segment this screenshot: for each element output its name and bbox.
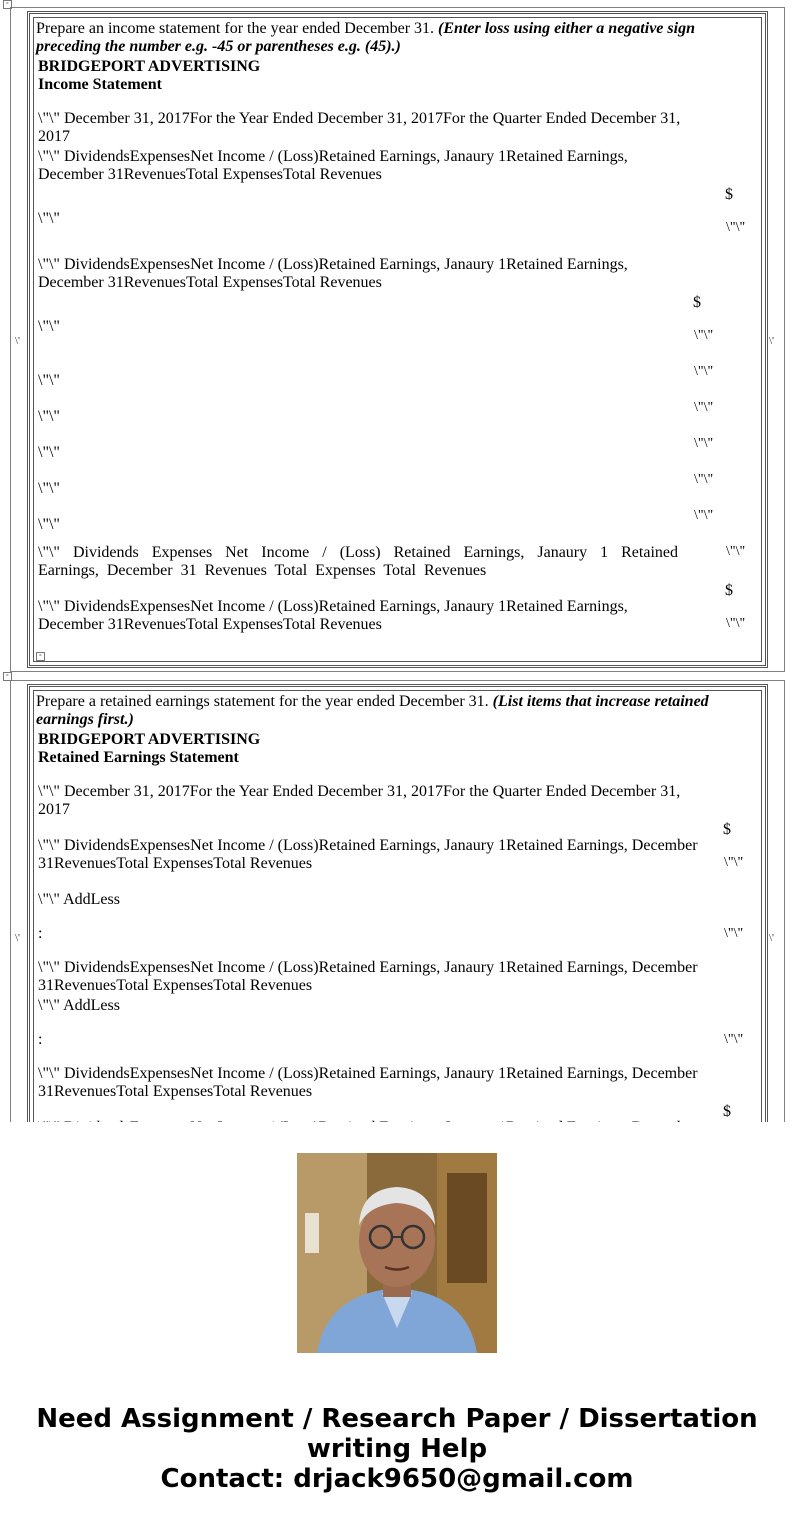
amount-input[interactable]: \"\" xyxy=(724,855,744,870)
amount-input[interactable]: \"\" xyxy=(694,472,714,487)
account-select[interactable]: \"\" xyxy=(38,372,60,389)
amount-input[interactable]: \"\" xyxy=(724,926,744,941)
company-name: BRIDGEPORT ADVERTISING xyxy=(38,731,261,748)
account-select[interactable]: \"\" xyxy=(38,408,60,425)
add-less-select[interactable] xyxy=(38,997,120,1015)
currency-symbol: $ xyxy=(723,821,731,838)
cta-line-2: writing Help xyxy=(306,1434,488,1464)
amount-input[interactable]: \"\" xyxy=(726,220,746,235)
currency-symbol: $ xyxy=(693,294,701,311)
side-mark: \' xyxy=(15,932,21,944)
colon-label: : xyxy=(38,925,43,942)
account-select[interactable] xyxy=(38,837,718,873)
currency-symbol: $ xyxy=(725,186,733,203)
amount-input[interactable]: \"\" xyxy=(694,508,714,523)
amount-input[interactable]: \"\" xyxy=(38,210,60,227)
colon-label: : xyxy=(38,1031,43,1048)
amount-input[interactable]: \"\" xyxy=(694,328,714,343)
broken-image-icon: \"\" xyxy=(38,837,60,854)
account-select[interactable]: \"\" xyxy=(38,516,60,533)
amount-input[interactable]: \"\" xyxy=(694,364,714,379)
amount-input[interactable]: \"\" xyxy=(694,436,714,451)
amount-input[interactable]: \"\" xyxy=(694,400,714,415)
expand-toggle[interactable]: ▫ xyxy=(3,672,12,681)
broken-image-icon: \"\" xyxy=(38,783,60,800)
account-select[interactable]: \"\" xyxy=(38,318,60,335)
account-select[interactable]: \"\" xyxy=(38,480,60,497)
date-select-options: December 31, 2017For the Year Ended December 31, 2017For the Quarter Ended December 31, 2017 xyxy=(38,783,681,818)
account-select-options: DividendsExpensesNet Income / (Loss)Retained Earnings, Janaury 1Retained Earnings, December 31RevenuesTotal ExpensesTotal Revenues xyxy=(38,1065,698,1100)
account-select[interactable]: \"\" xyxy=(38,444,60,461)
net-income-input[interactable]: \"\" xyxy=(726,616,746,631)
broken-image-icon: \"\" xyxy=(38,891,60,908)
account-select-options: DividendsExpensesNet Income / (Loss)Retained Earnings, Janaury 1Retained Earnings, December 31RevenuesTotal ExpensesTotal Revenues xyxy=(38,959,698,994)
retained-instruction: Prepare a retained earnings statement for the year ended December 31. (List items that increase retained earnings first.) xyxy=(36,693,709,728)
broken-image-icon: \"\" xyxy=(38,256,60,273)
statement-title: Income Statement xyxy=(38,76,162,93)
avatar-photo xyxy=(297,1153,497,1353)
account-select-options: DividendsExpensesNet Income / (Loss)Retained Earnings, Janaury 1Retained Earnings, December 31RevenuesTotal ExpensesTotal Revenues xyxy=(38,256,628,291)
cta-contact[interactable]: Contact: drjack9650@gmail.com xyxy=(160,1464,634,1494)
date-select[interactable] xyxy=(38,783,708,819)
side-mark: \' xyxy=(769,335,775,347)
expand-toggle[interactable]: ▫ xyxy=(3,0,12,9)
broken-image-icon: \"\" xyxy=(38,997,60,1014)
statement-title: Retained Earnings Statement xyxy=(38,749,239,766)
account-select-options: DividendsExpensesNet Income / (Loss)Retained Earnings, Janaury 1Retained Earnings, December 31RevenuesTotal ExpensesTotal Revenues xyxy=(38,148,628,183)
amount-input[interactable]: \"\" xyxy=(726,544,746,559)
side-mark: \' xyxy=(15,335,21,347)
side-mark: \' xyxy=(769,932,775,944)
account-select-options: DividendsExpensesNet Income / (Loss)Retained Earnings, Janaury 1Retained Earnings, December 31RevenuesTotal ExpensesTotal Revenues xyxy=(38,837,698,872)
account-select-options: Dividends Expenses Net Income / (Loss) Retained Earnings, Janaury 1 Retained Earnings, December 31 Revenues Total Expenses Total Revenues xyxy=(38,544,679,579)
broken-image-icon: \"\" xyxy=(38,598,60,615)
date-select[interactable] xyxy=(38,110,688,146)
account-select[interactable] xyxy=(38,598,688,634)
amount-input[interactable]: \"\" xyxy=(724,1032,744,1047)
broken-image-icon: \"\" xyxy=(38,544,60,561)
broken-image-icon: \"\" xyxy=(38,148,60,165)
income-instruction-note: (Enter loss using either a negative sign preceding the number e.g. -45 or parentheses e.g. (45).) xyxy=(36,20,695,55)
income-instruction: Prepare an income statement for the year ended December 31. (Enter loss using either a negative sign preceding the number e.g. -45 or parentheses e.g. (45).) xyxy=(36,20,695,55)
currency-symbol: $ xyxy=(725,582,733,599)
account-select[interactable] xyxy=(38,959,718,995)
retained-instruction-note: (List items that increase retained earnings first.) xyxy=(36,693,709,728)
broken-image-icon: \"\" xyxy=(38,110,60,127)
add-less-options: AddLess xyxy=(63,891,120,908)
account-select[interactable] xyxy=(38,256,688,292)
account-select[interactable] xyxy=(38,544,678,580)
cta-line-1: Need Assignment / Research Paper / Dissertation xyxy=(36,1404,758,1434)
account-select[interactable] xyxy=(38,148,688,184)
broken-image-icon: \"\" xyxy=(38,959,60,976)
avatar xyxy=(297,1153,497,1353)
account-select-options: DividendsExpensesNet Income / (Loss)Retained Earnings, Janaury 1Retained Earnings, December 31RevenuesTotal ExpensesTotal Revenues xyxy=(38,598,628,633)
broken-image-icon: \"\" xyxy=(38,1065,60,1082)
add-less-options: AddLess xyxy=(63,997,120,1014)
add-less-select[interactable] xyxy=(38,891,120,909)
account-select[interactable] xyxy=(38,1065,718,1101)
currency-symbol: $ xyxy=(723,1103,731,1120)
company-name: BRIDGEPORT ADVERTISING xyxy=(38,58,261,75)
collapse-toggle[interactable]: ▫ xyxy=(36,652,45,661)
date-select-options: December 31, 2017For the Year Ended December 31, 2017For the Quarter Ended December 31, 2017 xyxy=(38,110,681,145)
